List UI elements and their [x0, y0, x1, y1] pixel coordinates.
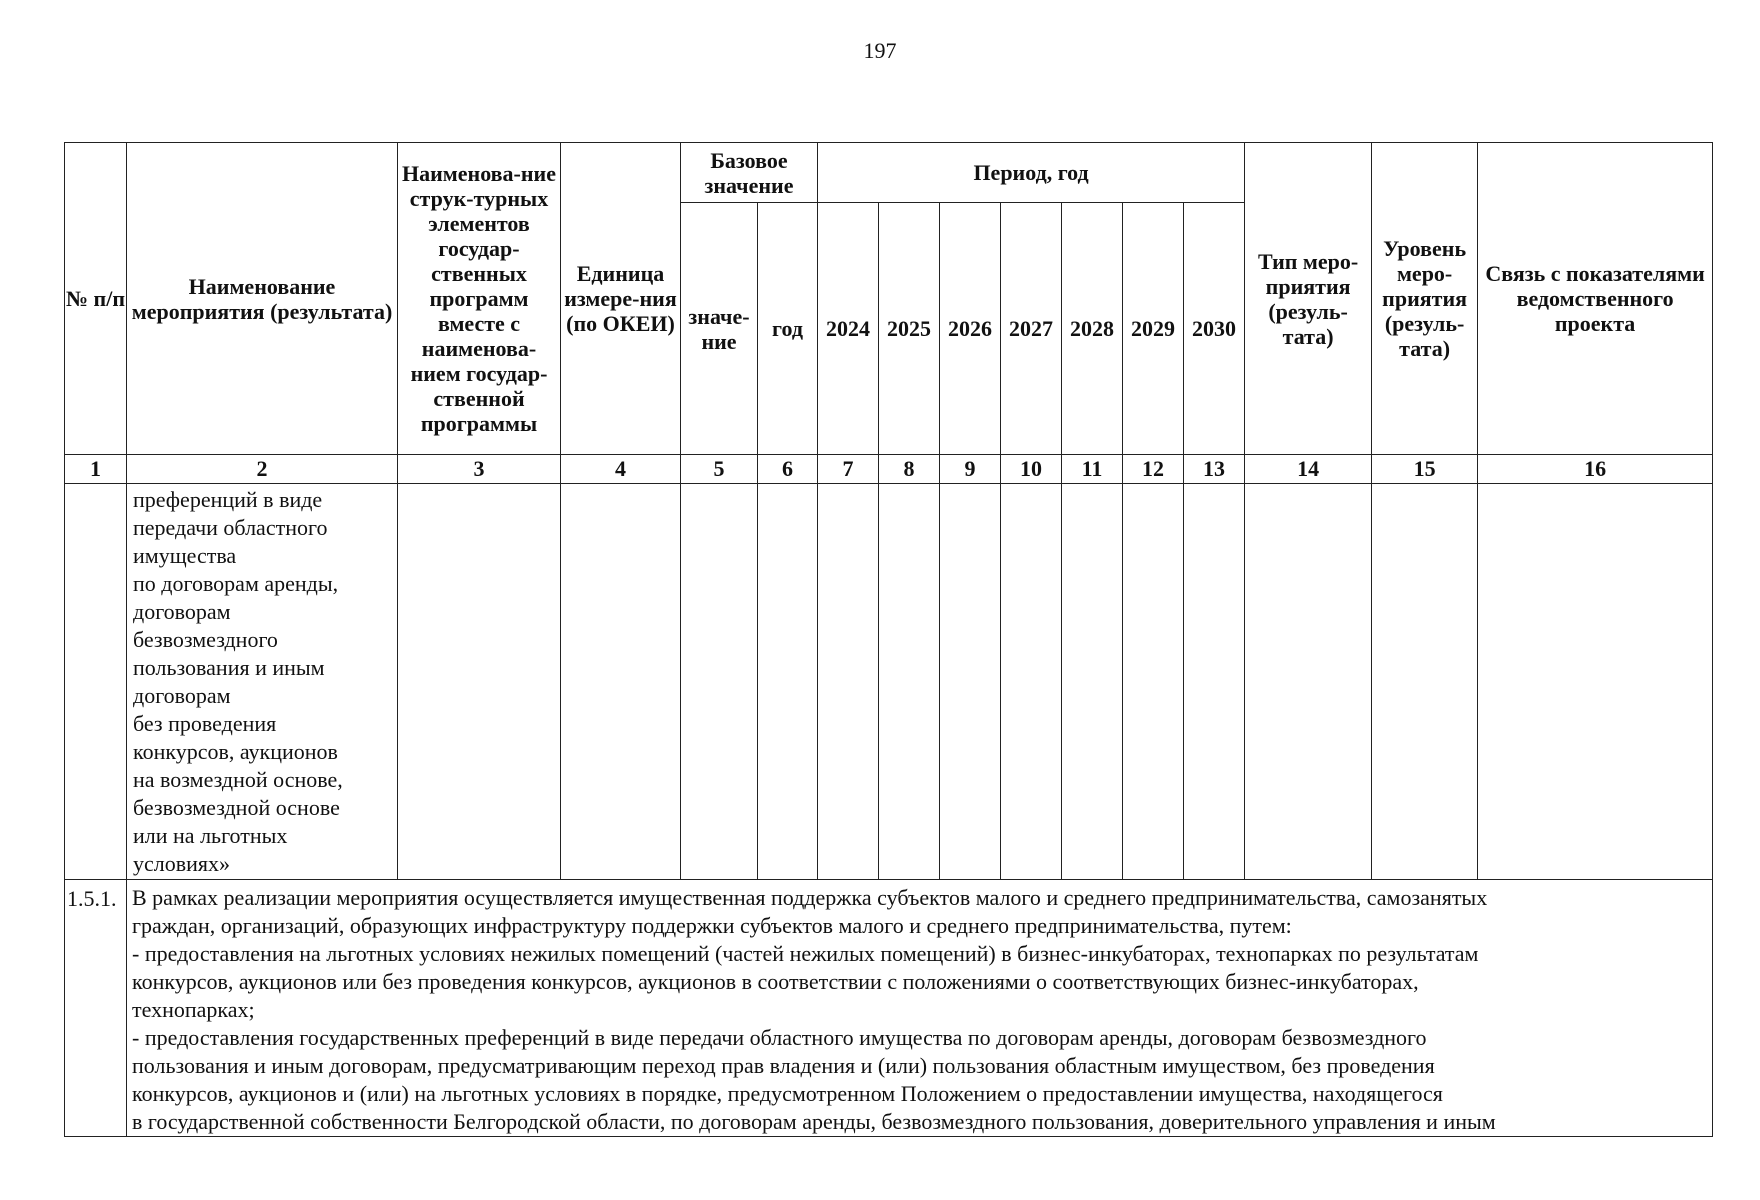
continuation-row [65, 484, 1713, 880]
column-number: 12 [1123, 455, 1184, 484]
column-number: 13 [1184, 455, 1245, 484]
empty-cell [561, 484, 681, 880]
header-period-group: Период, год [818, 143, 1245, 203]
header-level: Уровень меро-приятия (резуль-тата) [1372, 143, 1478, 455]
name-line: передачи областного [133, 515, 328, 540]
name-line: условиях» [133, 851, 231, 876]
empty-cell [1001, 484, 1062, 880]
name-line: договорам [133, 599, 231, 624]
description-line: В рамках реализации мероприятия осуществляется имущественная поддержка субъектов малого и среднего предпринимательства, самозанятых [132, 885, 1488, 910]
column-number: 15 [1372, 455, 1478, 484]
header-year-2030: 2030 [1184, 203, 1245, 455]
header-base-year: год [758, 203, 818, 455]
column-number: 9 [940, 455, 1001, 484]
description-line: - предоставления на льготных условиях нежилых помещений (частей нежилых помещений) в бизнес-инкубаторах, технопарках по результатам [132, 941, 1479, 966]
name-line: по договорам аренды, [133, 571, 339, 596]
empty-cell [1245, 484, 1372, 880]
name-line: конкурсов, аукционов [133, 739, 338, 764]
column-number-row [65, 455, 1713, 484]
continuation-index-cell [65, 484, 127, 880]
page-number: 197 [863, 38, 897, 63]
description-line: конкурсов, аукционов и (или) на льготных условиях в порядке, предусмотренном Положением о предоставлении имущества, находящегося [132, 1081, 1443, 1106]
row-index: 1.5.1. [65, 880, 127, 1137]
empty-cell [818, 484, 879, 880]
empty-cell [940, 484, 1001, 880]
name-line: безвозмездного [133, 627, 278, 652]
header-year-2029: 2029 [1123, 203, 1184, 455]
header-year-2026: 2026 [940, 203, 1001, 455]
description-line: пользования и иным договорам, предусматривающим переход прав владения и (или) пользования областным имуществом, без проведения [132, 1053, 1435, 1078]
column-number: 2 [127, 455, 398, 484]
column-number: 7 [818, 455, 879, 484]
name-line: или на льготных [133, 823, 288, 848]
column-number: 16 [1478, 455, 1713, 484]
name-line: преференций в виде [133, 487, 323, 512]
description-line: граждан, организаций, образующих инфраструктуру поддержки субъектов малого и среднего предпринимательства, путем: [132, 913, 1292, 938]
column-number: 5 [681, 455, 758, 484]
empty-cell [879, 484, 940, 880]
header-name: Наименование мероприятия (результата) [127, 143, 398, 455]
empty-cell [681, 484, 758, 880]
column-number: 6 [758, 455, 818, 484]
column-number: 11 [1062, 455, 1123, 484]
column-number: 3 [398, 455, 561, 484]
continuation-name-cell [127, 484, 398, 880]
column-number: 10 [1001, 455, 1062, 484]
header-year-2025: 2025 [879, 203, 940, 455]
column-number: 8 [879, 455, 940, 484]
name-line: без проведения [133, 711, 277, 736]
description-line: - предоставления государственных преференций в виде передачи областного имущества по договорам аренды, договорам безвозмездного [132, 1025, 1427, 1050]
description-line: в государственной собственности Белгородской области, по договорам аренды, безвозмездного пользования, доверительного управления и иным [132, 1109, 1496, 1134]
empty-cell [1062, 484, 1123, 880]
empty-cell [1372, 484, 1478, 880]
empty-cell [398, 484, 561, 880]
description-line: конкурсов, аукционов или без проведения конкурсов, аукционов в соответствии с положениями о соответствующих бизнес-инкубаторах, [132, 969, 1419, 994]
name-line: пользования и иным [133, 655, 325, 680]
name-line: на возмездной основе, [133, 767, 343, 792]
measures-table [64, 142, 1713, 1137]
empty-cell [758, 484, 818, 880]
header-link: Связь с показателями ведомственного проекта [1478, 143, 1713, 455]
row-description [127, 880, 1713, 1137]
column-number: 1 [65, 455, 127, 484]
header-year-2024: 2024 [818, 203, 879, 455]
name-line: договорам [133, 683, 231, 708]
header-year-2028: 2028 [1062, 203, 1123, 455]
description-line: технопарках; [132, 997, 255, 1022]
row-1-5-1 [65, 880, 1713, 1137]
name-line: имущества [133, 543, 237, 568]
empty-cell [1478, 484, 1713, 880]
header-structural-elements: Наименова-ние струк-турных элементов государ-ственных программ вместе с наименова-нием государ-ственной программы [398, 143, 561, 455]
header-year-2027: 2027 [1001, 203, 1062, 455]
column-number: 14 [1245, 455, 1372, 484]
empty-cell [1123, 484, 1184, 880]
header-num: № п/п [65, 143, 127, 455]
empty-cell [1184, 484, 1245, 880]
header-base-value: значе-ние [681, 203, 758, 455]
header-type: Тип меро-приятия (резуль-тата) [1245, 143, 1372, 455]
name-line: безвозмездной основе [133, 795, 340, 820]
column-number: 4 [561, 455, 681, 484]
header-base-group: Базовое значение [681, 143, 818, 203]
header-unit: Единица измере-ния (по ОКЕИ) [561, 143, 681, 455]
